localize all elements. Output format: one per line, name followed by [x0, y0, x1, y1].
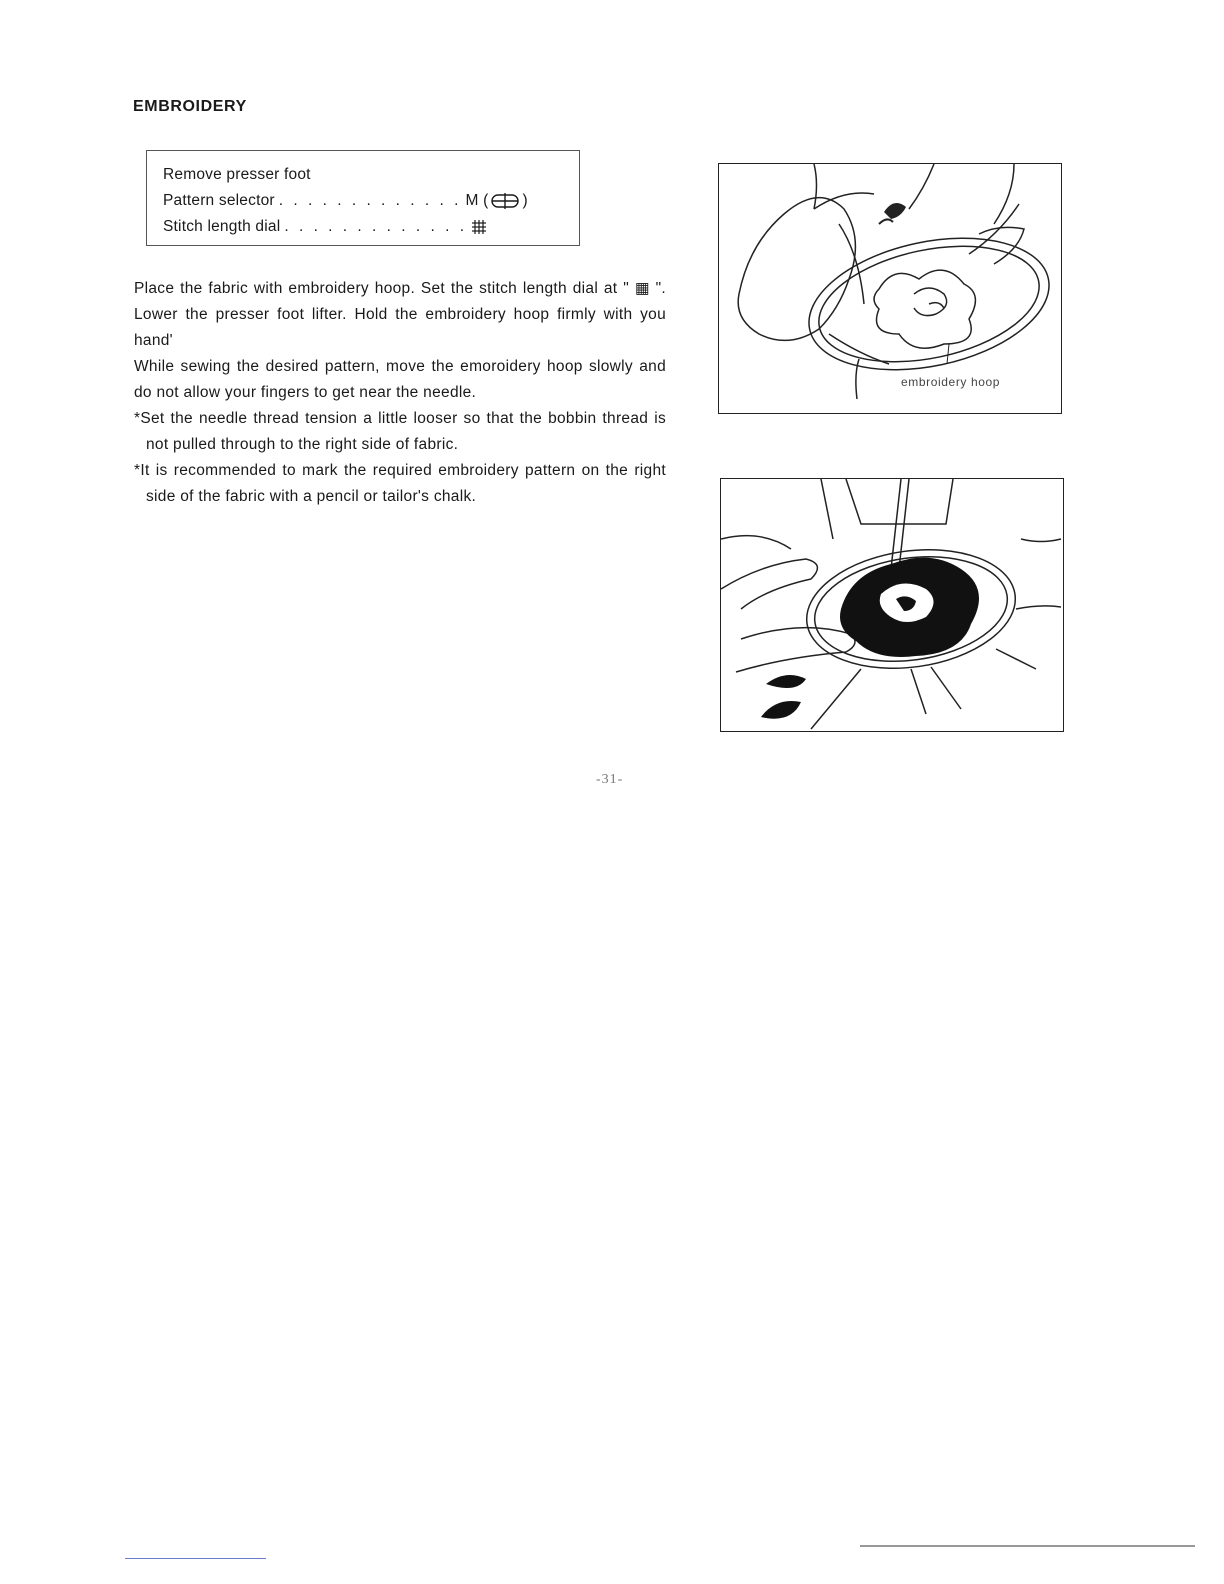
- settings-box: [146, 150, 580, 246]
- embroidery-hoop-label: embroidery hoop: [901, 375, 1001, 389]
- remove-presser-foot-text: Remove presser foot: [163, 166, 311, 183]
- tension-note: *Set the needle thread tension a little looser so that the bobbin thread is not pulled through to the right side of fabric.: [134, 410, 666, 453]
- pattern-selector-value: M: [465, 192, 479, 209]
- stitch-length-row: [163, 214, 579, 240]
- pattern-close-paren: ): [522, 192, 528, 209]
- figure-hoop-placement: [718, 163, 1062, 414]
- pattern-open-paren: (: [478, 192, 489, 209]
- remove-presser-foot-row: [163, 162, 579, 188]
- page-heading: EMBROIDERY: [133, 98, 247, 115]
- sewing-embroidery-illustration: [721, 479, 1062, 730]
- marking-note: *It is recommended to mark the required embroidery pattern on the right side of the fabric with a pencil or tailor's chalk.: [134, 462, 666, 505]
- instructions-text: [134, 276, 666, 510]
- hoop-placement-illustration: [719, 164, 1060, 412]
- instruction-paragraph-1: Place the fabric with embroidery hoop. Set the stitch length dial at " ▦ ". Lower the presser foot lifter. Hold the embroidery hoop firmly with you hand': [134, 280, 666, 349]
- stitch-leader-dots: . . . . . . . . . . . . .: [284, 218, 468, 235]
- stitch-length-zero-icon: [471, 219, 487, 235]
- footer-rule-left: [125, 1558, 266, 1559]
- figure-sewing-embroidery: [720, 478, 1064, 732]
- instruction-paragraph-2: While sewing the desired pattern, move the emoroidery hoop slowly and do not allow your fingers to get near the needle.: [134, 358, 666, 401]
- pattern-leader-dots: . . . . . . . . . . . . .: [278, 192, 462, 209]
- embroidery-stitch-icon: [488, 192, 522, 210]
- stitch-length-label: Stitch length dial: [163, 218, 281, 235]
- pattern-selector-label: Pattern selector: [163, 192, 275, 209]
- footer-rule-right: [860, 1545, 1195, 1547]
- page-number: -31-: [596, 772, 624, 787]
- pattern-selector-row: [163, 188, 579, 214]
